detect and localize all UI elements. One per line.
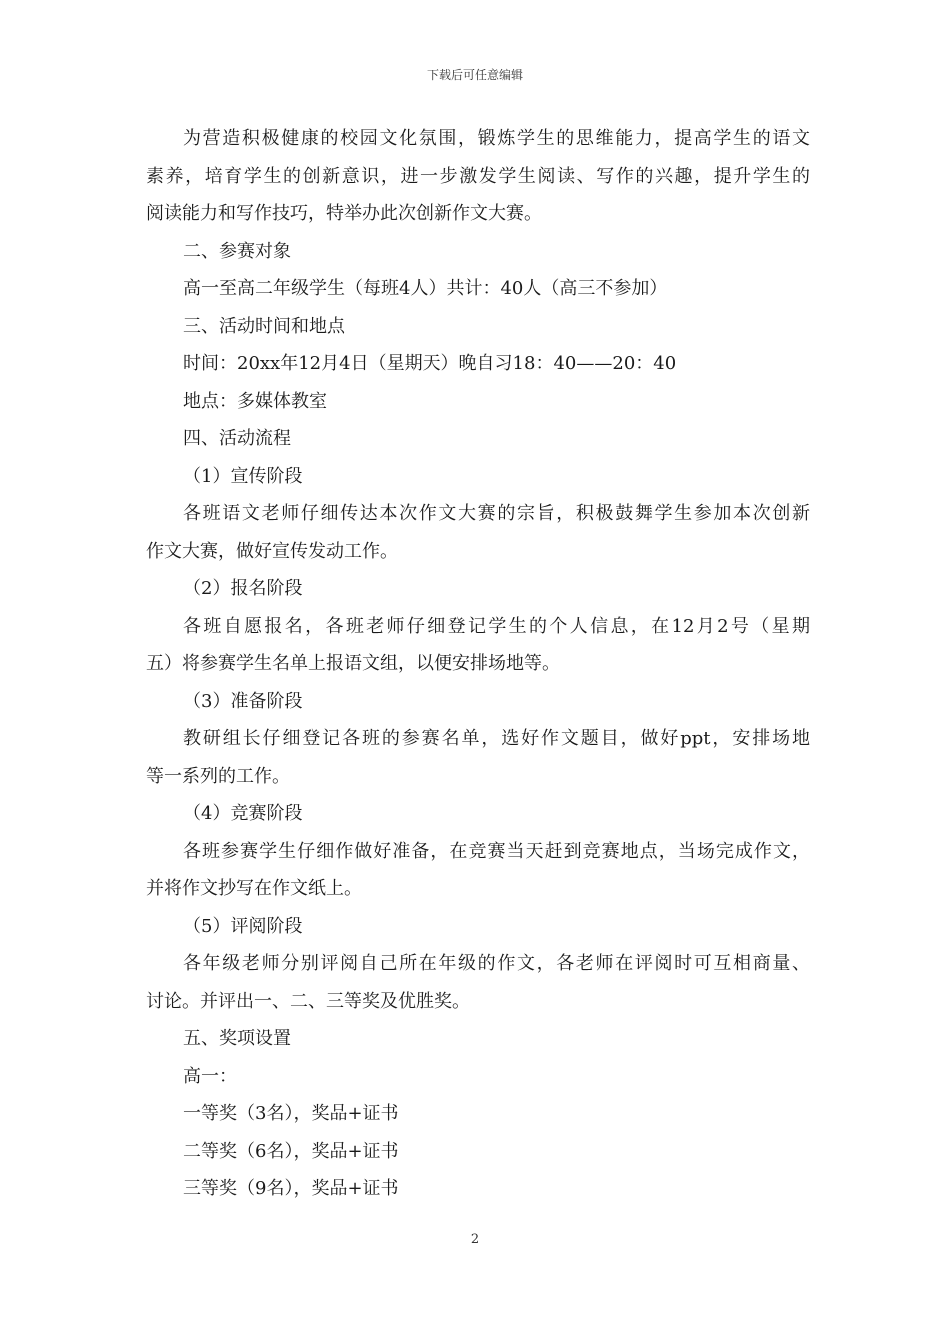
stage5-body-line-1: 各年级老师分别评阅自己所在年级的作文，各老师在评阅时可互相商量、	[183, 953, 810, 974]
stage4-heading: （4）竞赛阶段	[183, 803, 303, 824]
grade1-label: 高一：	[183, 1065, 237, 1087]
page-number: 2	[470, 1232, 480, 1247]
stage1-body-line-1: 各班语文老师仔细传达本次作文大赛的宗旨，积极鼓舞学生参加本次创新	[183, 503, 810, 524]
stage2-body-line-2: 五）将参赛学生名单上报语文组，以便安排场地等。	[146, 653, 560, 674]
intro-paragraph-line-1: 为营造积极健康的校园文化氛围，锻炼学生的思维能力，提高学生的语文	[183, 128, 810, 149]
section5-heading: 五、奖项设置	[183, 1028, 291, 1049]
stage5-body-line-2: 讨论。并评出一、二、三等奖及优胜奖。	[146, 990, 470, 1012]
stage4-body-line-1: 各班参赛学生仔细作做好准备，在竞赛当天赶到竞赛地点，当场完成作文，	[183, 840, 810, 862]
intro-paragraph-line-3: 阅读能力和写作技巧，特举办此次创新作文大赛。	[146, 203, 542, 224]
section3-time: 时间：20xx年12月4日（星期天）晚自习18：40——20：40	[183, 353, 677, 374]
stage5-heading: （5）评阅阶段	[183, 915, 303, 937]
intro-paragraph-line-2: 素养，培育学生的创新意识，进一步激发学生阅读、写作的兴趣，提升学生的	[146, 165, 810, 187]
stage4-body-line-2: 并将作文抄写在作文纸上。	[146, 878, 362, 899]
stage3-body-line-2: 等一系列的工作。	[146, 765, 290, 787]
section3-heading: 三、活动时间和地点	[183, 315, 345, 337]
section4-heading: 四、活动流程	[183, 428, 291, 449]
stage2-body-line-1: 各班自愿报名，各班老师仔细登记学生的个人信息，在12月2号（星期	[183, 615, 810, 637]
section3-place: 地点：多媒体教室	[183, 390, 327, 412]
stage3-heading: （3）准备阶段	[183, 690, 303, 712]
stage1-heading: （1）宣传阶段	[183, 465, 303, 487]
prize-first: 一等奖（3名），奖品+证书	[183, 1103, 399, 1124]
stage3-body-line-1: 教研组长仔细登记各班的参赛名单，选好作文题目，做好ppt，安排场地	[183, 728, 810, 749]
section2-heading: 二、参赛对象	[183, 240, 291, 262]
prize-third: 三等奖（9名），奖品+证书	[183, 1178, 399, 1199]
document-body	[146, 120, 810, 1208]
page-header: 下载后可任意编辑	[426, 68, 523, 82]
prize-second: 二等奖（6名），奖品+证书	[183, 1140, 399, 1162]
stage1-body-line-2: 作文大赛，做好宣传发动工作。	[146, 540, 398, 562]
section2-body: 高一至高二年级学生（每班4人）共计：40人（高三不参加）	[183, 278, 668, 299]
stage2-heading: （2）报名阶段	[183, 578, 303, 599]
